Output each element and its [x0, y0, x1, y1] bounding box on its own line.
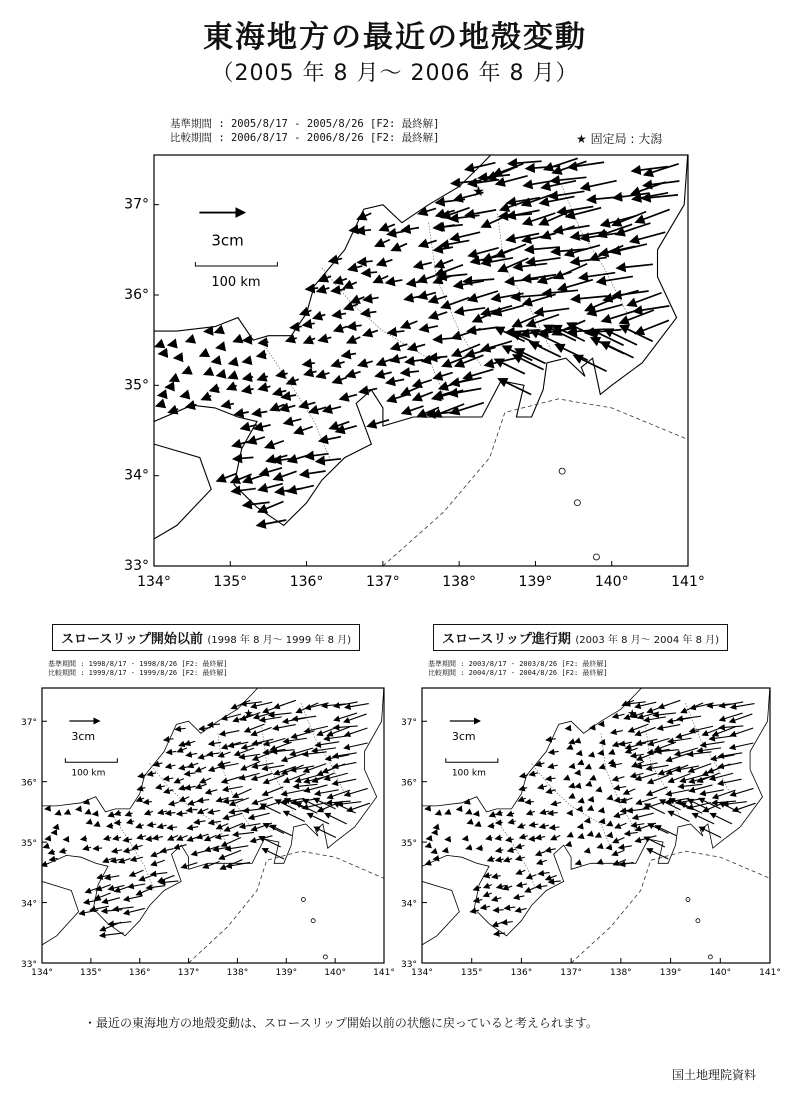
shikoku-coastline: [422, 881, 459, 945]
lon-tick-label: 137°: [560, 968, 582, 978]
coastline: [422, 655, 770, 936]
lat-tick-label: 35°: [21, 839, 37, 850]
displacement-vector: [600, 742, 604, 743]
displacement-vector: [205, 331, 211, 332]
lon-tick-label: 135°: [80, 968, 102, 978]
island: [301, 898, 305, 902]
fixed-station-star-icon: ★: [472, 184, 485, 201]
displacement-vector: [434, 827, 437, 828]
displacement-vector: [45, 838, 49, 839]
displacement-vector: [76, 809, 80, 810]
lat-tick-label: 35°: [401, 839, 417, 850]
island: [686, 898, 690, 902]
displacement-vector: [93, 814, 98, 815]
lat-tick-label: 36°: [21, 778, 37, 789]
lat-tick-label: 34°: [21, 899, 37, 910]
island: [696, 919, 700, 923]
lon-tick-label: 136°: [128, 968, 151, 978]
scale-distance-bar: [446, 758, 498, 762]
lon-tick-label: 139°: [659, 968, 682, 978]
displacement-vector: [598, 753, 602, 754]
displacement-vector: [457, 809, 461, 810]
lon-tick-label: 141°: [373, 968, 395, 978]
scale-distance-label: 100 km: [211, 274, 261, 290]
lat-tick-label: 34°: [124, 467, 149, 484]
fixed-station-label: 固定局 : 大潟: [590, 132, 663, 146]
panel-during-map: [392, 678, 782, 988]
map-content: [422, 655, 770, 963]
displacement-vector: [569, 767, 572, 768]
lon-tick-label: 138°: [610, 968, 632, 978]
trough-line: [571, 851, 770, 963]
trough-line: [383, 399, 688, 566]
lat-tick-label: 37°: [401, 718, 417, 729]
island: [708, 955, 712, 959]
panel-during-comparison-period: 比較期間 : 2004/8/17 - 2004/8/26 [F2: 最終解]: [428, 669, 608, 677]
displacement-vector: [434, 858, 438, 859]
lon-tick-label: 134°: [137, 574, 171, 590]
lat-tick-label: 33°: [21, 960, 37, 970]
scale-distance-label: 100 km: [71, 768, 106, 779]
displacement-vector: [600, 821, 604, 822]
panel-during-dates: (2003 年 8 月～ 2004 年 8 月): [575, 635, 720, 646]
displacement-vector: [79, 910, 98, 914]
displacement-vector: [477, 848, 483, 849]
footnote: ・最近の東海地方の地殻変動は、スロースリップ開始以前の状態に戻っていると考えられます。: [84, 1016, 598, 1030]
displacement-vector: [590, 728, 594, 729]
lat-tick-label: 35°: [124, 377, 149, 394]
lon-tick-label: 134°: [31, 968, 53, 978]
displacement-vector: [575, 786, 578, 787]
coastline: [42, 655, 384, 936]
panel-during-title: スロースリップ進行期: [442, 632, 571, 647]
lat-tick-label: 33°: [401, 960, 417, 970]
displacement-vector: [156, 345, 159, 346]
scale-vector-label: 3cm: [211, 231, 244, 250]
island: [323, 955, 327, 959]
island: [559, 468, 565, 474]
displacement-vector: [569, 786, 572, 787]
scale-vector-label: 3cm: [71, 730, 96, 743]
displacement-vector: [243, 340, 251, 341]
panel-before-title: スロースリップ開始以前: [61, 632, 203, 647]
lon-tick-label: 138°: [226, 968, 249, 978]
trough-line: [189, 851, 384, 963]
displacement-vector: [585, 821, 589, 822]
page-title: 東海地方の最近の地殻変動: [203, 20, 587, 55]
lon-tick-label: 137°: [365, 574, 400, 590]
displacement-vector: [496, 822, 503, 823]
star-icon: ★: [576, 132, 587, 146]
lon-tick-label: 137°: [177, 968, 200, 978]
lon-tick-label: 136°: [289, 574, 324, 590]
lat-tick-label: 36°: [401, 778, 417, 789]
lon-tick-label: 140°: [709, 968, 732, 978]
panel-before-reference-period: 基準期間 : 1998/8/17 - 1998/8/26 [F2: 最終解]: [48, 660, 228, 668]
displacement-vector: [306, 288, 318, 289]
displacement-vector: [158, 394, 165, 395]
displacement-vector: [166, 387, 173, 388]
lon-tick-label: 138°: [442, 574, 477, 590]
lat-tick-label: 37°: [124, 196, 149, 213]
panel-during-label: [433, 624, 728, 651]
page-subtitle: （2005 年 8 月～ 2006 年 8 月）: [211, 61, 579, 86]
scale-distance-label: 100 km: [451, 768, 486, 779]
main-map-comparison-period: 比較期間 : 2006/8/17 - 2006/8/26 [F2: 最終解]: [170, 132, 440, 144]
panel-during-reference-period: 基準期間 : 2003/8/17 - 2003/8/26 [F2: 最終解]: [428, 660, 608, 668]
shikoku-coastline: [154, 444, 211, 539]
fixed-station-star-icon: ★: [243, 707, 254, 721]
fixed-station-star-icon: ★: [627, 707, 638, 721]
displacement-vector: [217, 473, 237, 481]
displacement-vector: [168, 344, 172, 345]
panel-before-map: [12, 678, 395, 988]
displacement-vector: [474, 814, 479, 815]
island: [574, 500, 580, 506]
displacement-vector: [100, 933, 124, 936]
lon-tick-label: 139°: [275, 968, 298, 978]
lon-tick-label: 135°: [213, 574, 248, 590]
lon-tick-label: 140°: [324, 968, 346, 978]
lon-tick-label: 135°: [460, 968, 483, 978]
lat-tick-label: 37°: [21, 718, 37, 729]
displacement-vector: [577, 753, 580, 754]
island: [311, 919, 315, 923]
panel-before-comparison-period: 比較期間 : 1999/8/17 - 1999/8/26 [F2: 最終解]: [48, 669, 228, 677]
main-map: [100, 145, 740, 600]
lon-tick-label: 136°: [510, 968, 533, 978]
scale-vector-label: 3cm: [451, 730, 476, 743]
displacement-vector: [259, 342, 268, 343]
map-content: [41, 655, 384, 963]
displacement-vector: [115, 822, 122, 823]
panel-before-label: [52, 624, 360, 651]
coastline: [154, 105, 688, 525]
lat-tick-label: 36°: [124, 287, 149, 304]
scale-distance-bar: [65, 758, 117, 762]
main-map-reference-period: 基準期間 : 2005/8/17 - 2005/8/26 [F2: 最終解]: [170, 118, 440, 130]
lon-tick-label: 141°: [671, 574, 705, 590]
shikoku-coastline: [42, 881, 79, 945]
scale-distance-bar: [195, 262, 277, 266]
lon-tick-label: 134°: [411, 968, 433, 978]
panel-before-dates: (1998 年 8 月～ 1999 年 8 月): [207, 635, 352, 646]
lat-tick-label: 34°: [401, 899, 417, 910]
lon-tick-label: 141°: [759, 968, 781, 978]
lat-tick-label: 33°: [124, 558, 149, 574]
lon-tick-label: 140°: [594, 574, 629, 590]
map-content: [154, 105, 688, 566]
displacement-vector: [53, 827, 56, 828]
island: [593, 554, 599, 560]
lon-tick-label: 139°: [518, 574, 553, 590]
source-credit: 国土地理院資料: [672, 1068, 757, 1082]
